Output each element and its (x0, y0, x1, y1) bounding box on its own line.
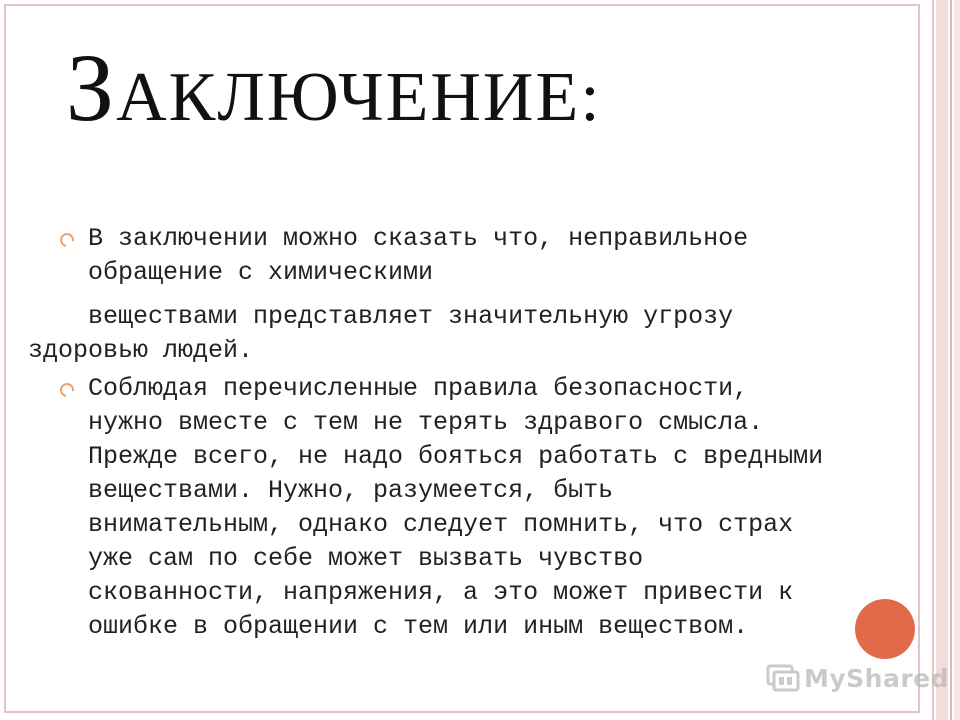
bullet-line: обращение с химическими (88, 258, 434, 287)
slide-body (28, 222, 860, 644)
bullet-line: скованности, напряжения, а это может привести к (88, 578, 794, 607)
decorative-stripe (932, 0, 934, 720)
bullet-line: внимательным, однако следует помнить, что страх (88, 510, 794, 539)
title-rest: АКЛЮЧЕНИЕ: (116, 59, 602, 136)
continuation-line: здоровью людей. (28, 336, 254, 365)
bullet-line: В заключении можно сказать что, неправильное (88, 224, 749, 253)
continuation-line: веществами представляет значительную угрозу (88, 302, 734, 331)
watermark-text: MyShared (804, 663, 950, 693)
bullet-line: уже сам по себе может вызвать чувство (88, 544, 644, 573)
bullet-icon (57, 230, 76, 249)
bullet-line: веществами. Нужно, разумеется, быть (88, 476, 614, 505)
decorative-stripe (954, 0, 960, 720)
bullet-line: Соблюдая перечисленные правила безопасности, (88, 374, 749, 403)
myshared-watermark (766, 660, 949, 696)
accent-circle (855, 599, 915, 659)
bullet-line: нужно вместе с тем не терять здравого смысла. (88, 408, 764, 437)
bullet-icon (57, 380, 76, 399)
bullet-item (60, 372, 860, 644)
bullet-line: Прежде всего, не надо бояться работать с вредными (88, 442, 824, 471)
myshared-logo-icon (766, 662, 800, 694)
bullet-item (28, 222, 860, 368)
decorative-stripe (936, 0, 948, 720)
title-initial: З (66, 34, 117, 141)
bullet-line: ошибке в обращении с тем или иным веществом. (88, 612, 749, 641)
slide-title (66, 34, 602, 141)
decorative-stripe (950, 0, 952, 720)
